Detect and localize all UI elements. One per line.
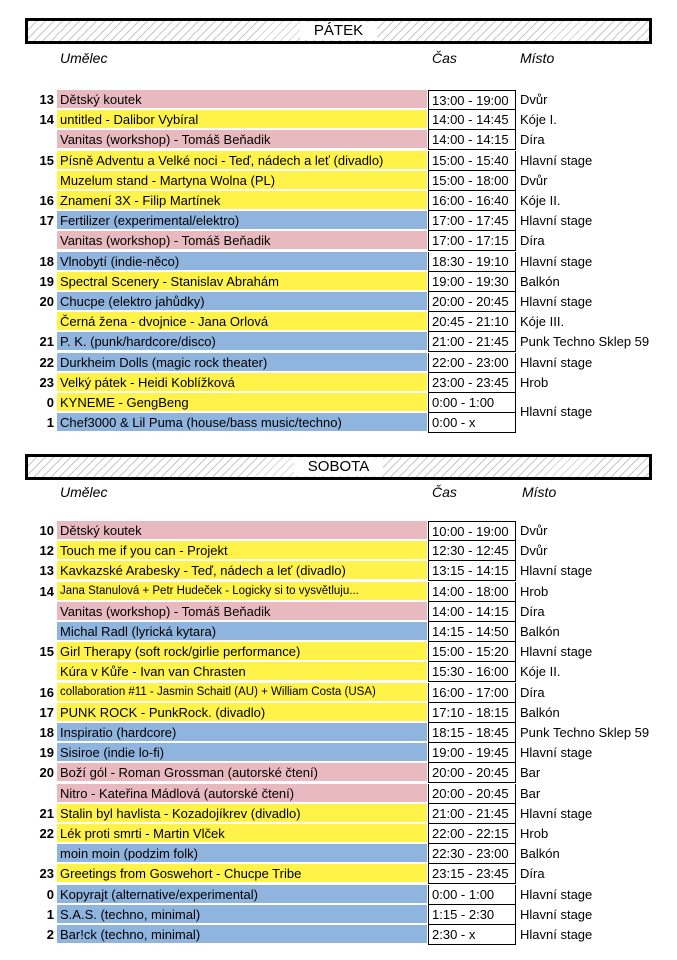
table-row [0,602,677,622]
place-cell: Balkón [520,624,560,639]
hour-number: 17 [39,704,54,720]
time-cell: 19:00 - 19:30 [428,272,516,292]
table-row [0,804,677,824]
place-cell: Hlavní stage [520,563,593,579]
hour-number: 22 [39,826,54,841]
place-cell: Díra [520,866,545,882]
time-cell: 17:10 - 18:15 [428,703,516,723]
table-row [0,130,677,150]
time-cell: 1:15 - 2:30 [428,905,516,925]
place-cell: Punk Techno Sklep 59 [520,334,650,350]
place-cell: Hlavní stage [520,213,593,229]
col-header-time: Čas [432,50,457,66]
hour-number: 17 [39,213,54,229]
hour-number: 22 [39,354,54,370]
time-cell: 0:00 - x [428,413,516,433]
col-header-place: Místo [520,50,555,66]
col-header-place: Místo [522,484,557,500]
hour-number: 21 [39,334,54,350]
place-cell: Balkón [520,704,560,720]
act-name: PUNK ROCK - PunkRock. (divadlo) [57,703,427,722]
place-cell: Hlavní stage [520,906,593,922]
place-cell: Hrob [520,583,549,599]
hour-number: 14 [39,583,54,599]
table-row [0,864,677,884]
act-name: Boží gól - Roman Grossman (autorské čtení) [57,763,427,782]
table-row [0,925,677,945]
hour-number: 10 [39,523,54,538]
time-cell: 18:30 - 19:10 [428,252,516,272]
act-name: Vanitas (workshop) - Tomáš Beňadik [57,602,427,621]
table-row [0,312,677,332]
place-cell: Bar [520,765,541,781]
act-name: Greetings from Goswehort - Chucpe Tribe [57,864,427,883]
table-row [0,763,677,783]
day-header-patek [25,18,652,44]
time-cell: 0:00 - 1:00 [428,885,516,905]
time-cell: 23:00 - 23:45 [428,373,516,393]
place-cell: Dvůr [520,523,548,538]
hour-number: 15 [39,644,54,660]
time-cell: 20:00 - 20:45 [428,763,516,783]
table-row [0,272,677,292]
time-cell: 10:00 - 19:00 [428,521,516,541]
place-cell: Dvůr [520,543,548,559]
act-name: Durkheim Dolls (magic rock theater) [57,353,427,372]
merged-place-cell: Hlavní stage [520,404,593,419]
table-row [0,662,677,682]
place-cell: Hlavní stage [520,745,593,761]
time-cell: 2:30 - x [428,925,516,945]
table-row [0,521,677,541]
place-cell: Hlavní stage [520,927,593,942]
act-name: KYNEME - GengBeng [57,393,427,412]
place-cell: Kóje II. [520,193,561,208]
hour-number: 14 [39,112,54,128]
act-name: Dětský koutek [57,90,427,109]
place-cell: Hrob [520,826,549,841]
act-name: Kúra v Kůře - Ivan van Chrasten [57,662,427,681]
act-name: Touch me if you can - Projekt [57,541,427,560]
table-row [0,292,677,312]
time-cell: 16:00 - 17:00 [428,683,516,703]
act-name: Bar!ck (techno, minimal) [57,925,427,944]
table-row [0,582,677,602]
table-row [0,110,677,130]
act-name: Inspiratio (hardcore) [57,723,427,742]
time-cell: 15:00 - 15:20 [428,642,516,662]
act-name: Znamení 3X - Filip Martínek [57,191,427,210]
hour-number: 16 [39,193,54,208]
table-row [0,231,677,251]
time-cell: 14:00 - 14:45 [428,110,516,130]
time-cell: 15:00 - 15:40 [428,151,516,171]
hour-number: 0 [46,886,54,902]
act-name: Vanitas (workshop) - Tomáš Beňadik [57,231,427,250]
time-cell: 20:00 - 20:45 [428,784,516,804]
place-cell: Hlavní stage [520,644,593,660]
table-row [0,561,677,581]
hour-number: 16 [39,684,54,700]
act-name: Michal Radl (lyrická kytara) [57,622,427,641]
act-name: Fertilizer (experimental/elektro) [57,211,427,230]
place-cell: Díra [520,132,545,148]
place-cell: Kóje II. [520,664,561,680]
time-cell: 14:00 - 14:15 [428,602,516,622]
table-row [0,784,677,804]
act-name: collaboration #11 - Jasmin Schaitl (AU) + William Costa (USA) [57,683,427,702]
table-row [0,353,677,373]
time-cell: 15:00 - 18:00 [428,171,516,191]
place-cell: Dvůr [520,92,548,107]
time-cell: 22:00 - 22:15 [428,824,516,844]
hour-number: 20 [39,765,54,781]
hour-number: 20 [39,294,54,309]
act-name: Sisiroe (indie lo-fi) [57,743,427,762]
hour-number: 13 [39,563,54,579]
table-row [0,191,677,211]
time-cell: 0:00 - 1:00 [428,393,516,413]
place-cell: Hlavní stage [520,354,593,370]
hour-number: 2 [46,927,54,942]
hour-number: 12 [39,543,54,559]
time-cell: 19:00 - 19:45 [428,743,516,763]
act-name: Chucpe (elektro jahůdky) [57,292,427,311]
table-row [0,703,677,723]
place-cell: Kóje III. [520,314,565,330]
act-name: S.A.S. (techno, minimal) [57,905,427,924]
table-row [0,905,677,925]
table-row [0,332,677,352]
table-row [0,683,677,703]
place-cell: Hrob [520,374,549,390]
place-cell: Dvůr [520,172,548,188]
table-row [0,844,677,864]
act-name: Jana Stanulová + Petr Hudeček - Logicky si to vysvětluju... [57,582,427,601]
act-name: Chef3000 & Lil Puma (house/bass music/techno) [57,413,427,432]
act-name: Kavkazské Arabesky - Teď, nádech a leť (divadlo) [57,561,427,580]
hour-number: 19 [39,273,54,289]
time-cell: 23:15 - 23:45 [428,864,516,884]
time-cell: 22:00 - 23:00 [428,353,516,373]
table-row [0,885,677,905]
place-cell: Díra [520,603,545,619]
table-row [0,373,677,393]
act-name: P. K. (punk/hardcore/disco) [57,332,427,351]
col-header-time: Čas [432,484,457,500]
place-cell: Bar [520,785,541,801]
table-row [0,723,677,743]
act-name: Spectral Scenery - Stanislav Abrahám [57,272,427,291]
place-cell: Hlavní stage [520,886,593,902]
time-cell: 20:00 - 20:45 [428,292,516,312]
hour-number: 13 [39,92,54,107]
table-row [0,171,677,191]
act-name: Stalin byl havlista - Kozadojíkrev (divadlo) [57,804,427,823]
act-name: moin moin (podzim folk) [57,844,427,863]
act-name: untitled - Dalibor Vybíral [57,110,427,129]
time-cell: 17:00 - 17:15 [428,231,516,251]
place-cell: Hlavní stage [520,294,593,309]
hour-number: 21 [39,805,54,821]
day-header-sobota [25,454,652,480]
act-name: Muzelum stand - Martyna Wolna (PL) [57,171,427,190]
time-cell: 15:30 - 16:00 [428,662,516,682]
table-row [0,541,677,561]
table-row [0,642,677,662]
hour-number: 18 [39,725,54,740]
place-cell: Hlavní stage [520,152,593,168]
act-name: Černá žena - dvojnice - Jana Orlová [57,312,427,331]
time-cell: 16:00 - 16:40 [428,191,516,211]
act-name: Písně Adventu a Velké noci - Teď, nádech a leť (divadlo) [57,151,427,170]
act-name: Dětský koutek [57,521,427,540]
place-cell: Balkón [520,273,560,289]
time-cell: 21:00 - 21:45 [428,332,516,352]
time-cell: 14:00 - 14:15 [428,130,516,150]
hour-number: 18 [39,253,54,269]
hour-number: 0 [46,395,54,410]
place-cell: Balkón [520,846,560,862]
act-name: Kopyrajt (alternative/experimental) [57,885,427,904]
hour-number: 23 [39,866,54,882]
time-cell: 13:15 - 14:15 [428,561,516,581]
day-title: SOBOTA [294,458,383,476]
act-name: Girl Therapy (soft rock/girlie performance) [57,642,427,661]
time-cell: 13:00 - 19:00 [428,90,516,110]
time-cell: 14:00 - 18:00 [428,582,516,602]
time-cell: 12:30 - 12:45 [428,541,516,561]
place-cell: Hlavní stage [520,253,593,269]
place-cell: Kóje I. [520,112,557,128]
act-name: Vlnobytí (indie-něco) [57,252,427,271]
time-cell: 20:45 - 21:10 [428,312,516,332]
hour-number: 1 [46,906,54,922]
table-row [0,743,677,763]
act-name: Nitro - Kateřina Mádlová (autorské čtení) [57,784,427,803]
act-name: Velký pátek - Heidi Koblížková [57,373,427,392]
col-header-artist: Umělec [60,484,108,500]
hour-number: 19 [39,745,54,761]
place-cell: Hlavní stage [520,805,593,821]
time-cell: 14:15 - 14:50 [428,622,516,642]
table-row [0,622,677,642]
place-cell: Punk Techno Sklep 59 [520,725,650,740]
table-row [0,151,677,171]
act-name: Lék proti smrti - Martin Vlček [57,824,427,843]
place-cell: Díra [520,684,545,700]
place-cell: Díra [520,233,545,249]
time-cell: 18:15 - 18:45 [428,723,516,743]
hour-number: 23 [39,374,54,390]
hour-number: 1 [46,415,54,431]
col-header-artist: Umělec [60,50,108,66]
table-row [0,90,677,110]
hour-number: 15 [39,152,54,168]
table-row [0,824,677,844]
table-row [0,211,677,231]
act-name: Vanitas (workshop) - Tomáš Beňadik [57,130,427,149]
time-cell: 22:30 - 23:00 [428,844,516,864]
table-row [0,252,677,272]
time-cell: 21:00 - 21:45 [428,804,516,824]
day-title: PÁTEK [300,22,377,40]
time-cell: 17:00 - 17:45 [428,211,516,231]
